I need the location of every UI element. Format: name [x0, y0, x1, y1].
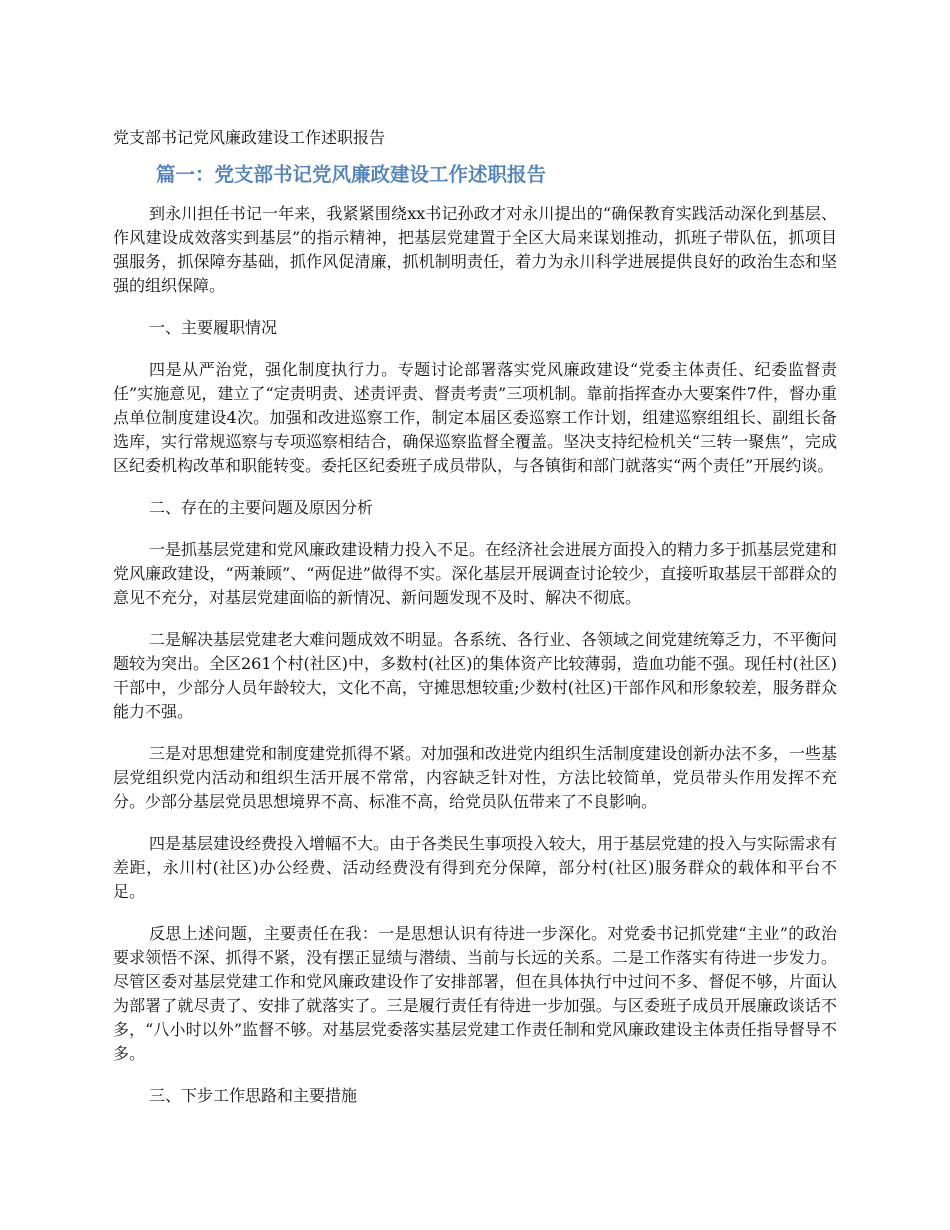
heading-main-duties: 一、主要履职情况: [149, 318, 278, 337]
document-title: 党支部书记党风廉政建设工作述职报告: [113, 128, 386, 147]
paragraph-problem-2: 二是解决基层党建老大难问题成效不明显。各系统、各行业、各领域之间党建统筹乏力，不平衡问题较为突出。全区261个村(社区)中，多数村(社区)的集体资产比较薄弱，造血功能不强。现任村(社区)干部中，少部分人员年龄较大，文化不高，守摊思想较重;少数村(社区)干部作风和形象较差，服务群众能力不强。: [113, 630, 838, 721]
section-title: 篇一：党支部书记党风廉政建设工作述职报告: [156, 163, 547, 186]
heading-problems-causes: 二、存在的主要问题及原因分析: [149, 498, 374, 517]
heading-next-steps: 三、下步工作思路和主要措施: [149, 1086, 358, 1105]
intro-paragraph: 到永川担任书记一年来，我紧紧围绕xx书记孙政才对永川提出的“确保教育实践活动深化到基层、作风建设成效落实到基层”的指示精神，把基层党建置于全区大局来谋划推动，抓班子带队伍，抓项目强服务，抓保障夯基础，抓作风促清廉，抓机制明责任，着力为永川科学进展提供良好的政治生态和坚强的组织保障。: [113, 204, 837, 295]
paragraph-problem-1: 一是抓基层党建和党风廉政建设精力投入不足。在经济社会进展方面投入的精力多于抓基层党建和党风廉政建设，“两兼顾”、“两促进”做得不实。深化基层开展调查讨论较少，直接听取基层干部群众的意见不充分，对基层党建面临的新情况、新问题发现不及时、解决不彻底。: [113, 540, 838, 607]
paragraph-problem-3: 三是对思想建党和制度建党抓得不紧。对加强和改进党内组织生活制度建设创新办法不多，一些基层党组织党内活动和组织生活开展不常常，内容缺乏针对性，方法比较简单，党员带头作用发挥不充分。少部分基层党员思想境界不高、标准不高，给党员队伍带来了不良影响。: [113, 744, 838, 811]
paragraph-reflection: 反思上述问题，主要责任在我：一是思想认识有待进一步深化。对党委书记抓党建“主业”的政治要求领悟不深、抓得不紧，没有摆正显绩与潜绩、当前与长远的关系。二是工作落实有待进一步发力。尽管区委对基层党建工作和党风廉政建设作了安排部署，但在具体执行中过问不多、督促不够，片面认为部署了就尽责了、安排了就落实了。三是履行责任有待进一步加强。与区委班子成员开展廉政谈话不多，“八小时以外”监督不够。对基层党委落实基层党建工作责任制和党风廉政建设主体责任指导督导不多。: [113, 924, 837, 1063]
paragraph-problem-4: 四是基层建设经费投入增幅不大。由于各类民生事项投入较大，用于基层党建的投入与实际需求有差距，永川村(社区)办公经费、活动经费没有得到充分保障，部分村(社区)服务群众的载体和平台不足。: [113, 834, 838, 901]
paragraph-strict-governance: 四是从严治党，强化制度执行力。专题讨论部署落实党风廉政建设“党委主体责任、纪委监督责任”实施意见，建立了“定责明责、述责评责、督责考责”三项机制。靠前指挥查办大要案件7件，督办重点单位制度建设4次。加强和改进巡察工作，制定本届区委巡察工作计划，组建巡察组组长、副组长备选库，实行常规巡察与专项巡察相结合，确保巡察监督全覆盖。坚决支持纪检机关“三转一聚焦”，完成区纪委机构改革和职能转变。委托区纪委班子成员带队，与各镇街和部门就落实“两个责任”开展约谈。: [113, 360, 837, 475]
